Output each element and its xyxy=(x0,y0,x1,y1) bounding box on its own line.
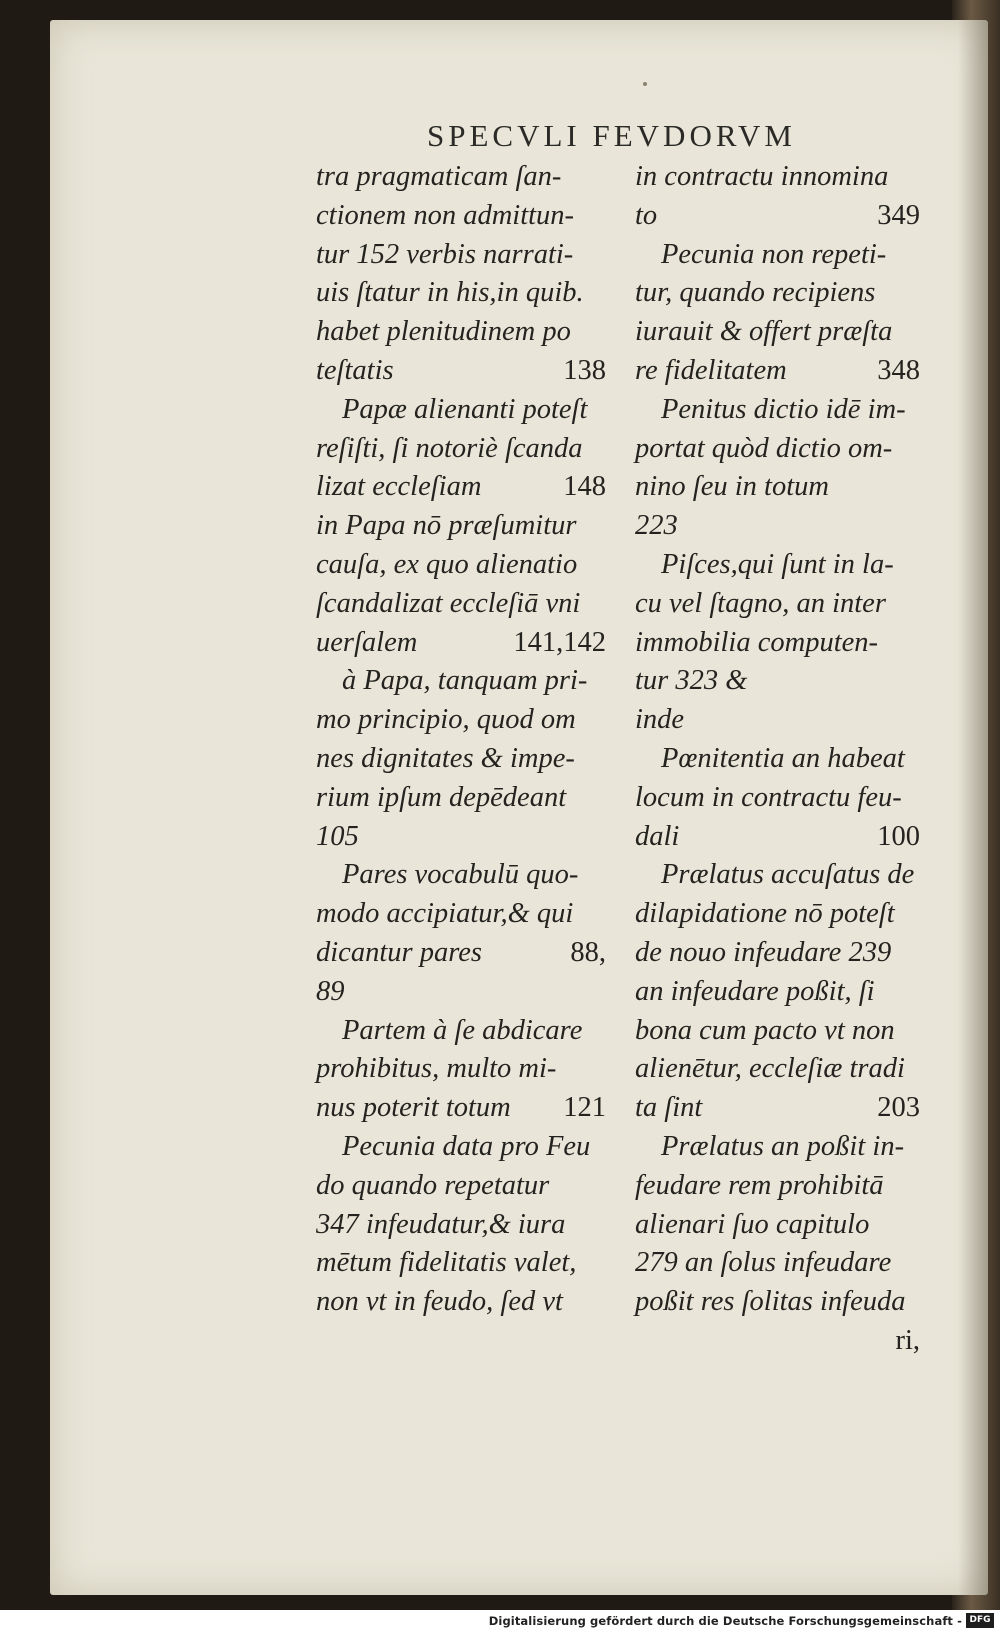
entry-text: tur, quando recipiens xyxy=(635,277,876,309)
page-reference: 203 xyxy=(877,1092,920,1124)
index-entry-line xyxy=(316,1012,606,1051)
entry-text: mētum fidelitatis valet, xyxy=(316,1247,577,1279)
index-entry-line xyxy=(635,740,920,779)
index-entry-line xyxy=(635,1206,920,1245)
entry-text: Papæ alienanti poteſt xyxy=(342,393,588,425)
entry-text: dali xyxy=(635,820,680,852)
entry-text: Pecunia data pro Feu xyxy=(342,1130,591,1162)
index-entry-line xyxy=(635,624,920,663)
entry-text: ta ſint xyxy=(635,1092,703,1124)
index-entry-line xyxy=(635,1244,920,1283)
entry-text: rium ipſum depēdeant xyxy=(316,781,567,813)
entry-text: 89 xyxy=(316,975,345,1007)
entry-text: Piſces,qui ſunt in la- xyxy=(661,548,894,580)
page-reference: ri, xyxy=(895,1324,920,1356)
entry-text: lizat eccleſiam xyxy=(316,471,482,503)
index-entry-line xyxy=(635,468,920,507)
index-entry-line xyxy=(635,1012,920,1051)
entry-text: in contractu innomina xyxy=(635,161,889,192)
entry-text: Pares vocabulū quo- xyxy=(342,859,579,891)
entry-text: Prælatus accuſatus de xyxy=(661,859,915,891)
entry-text: Partem à ſe abdicare xyxy=(342,1014,583,1046)
entry-text: Penitus dictio idē im- xyxy=(661,393,906,425)
entry-text: tur 152 verbis narrati- xyxy=(316,238,574,270)
entry-text: re fidelitatem xyxy=(635,354,787,386)
entry-text: nino ſeu in totum xyxy=(635,471,829,503)
page-reference: 141,142 xyxy=(513,626,606,658)
index-entry-line xyxy=(635,1089,920,1128)
entry-text: immobilia computen- xyxy=(635,626,879,658)
entry-text: alienari ſuo capitulo xyxy=(635,1208,870,1240)
index-entry-line xyxy=(316,158,606,197)
index-entry-line xyxy=(316,1128,606,1167)
index-entry-line xyxy=(316,352,606,391)
index-entry-line xyxy=(316,507,606,546)
entry-text: dilapidatione nō poteſt xyxy=(635,898,895,930)
index-entry-line xyxy=(635,158,920,197)
page-reference: 121 xyxy=(563,1092,606,1124)
index-entry-line xyxy=(316,701,606,740)
index-entry-line xyxy=(635,895,920,934)
entry-text: 223 xyxy=(635,510,678,542)
page-reference: 349 xyxy=(877,199,920,231)
index-entry-line xyxy=(316,740,606,779)
entry-text: nes dignitates & impe- xyxy=(316,742,575,774)
entry-text: teſtatis xyxy=(316,354,394,386)
index-entry-line xyxy=(316,662,606,701)
running-title: SPECVLI FEVDORVM xyxy=(427,118,796,153)
entry-text: bona cum pacto vt non xyxy=(635,1014,895,1046)
index-entry-line xyxy=(635,507,920,546)
entry-text: ſcandalizat eccleſiā vni xyxy=(316,587,581,619)
index-entry-line xyxy=(635,856,920,895)
index-entry-line xyxy=(635,934,920,973)
index-entry-line xyxy=(316,1206,606,1245)
index-entry-line xyxy=(316,236,606,275)
entry-text: tur 323 & xyxy=(635,665,748,697)
index-entry-line xyxy=(635,352,920,391)
index-entry-line xyxy=(635,701,920,740)
entry-text: alienētur, eccleſiæ tradi xyxy=(635,1053,905,1085)
index-entry-line xyxy=(316,274,606,313)
index-entry-line xyxy=(635,313,920,352)
index-entry-line xyxy=(635,391,920,430)
entry-text: Pœnitentia an habeat xyxy=(661,742,905,774)
index-column-right xyxy=(635,158,920,1361)
index-entry-line xyxy=(316,468,606,507)
entry-text: portat quòd dictio om- xyxy=(635,432,893,464)
entry-text: habet plenitudinem po xyxy=(316,316,571,348)
entry-text: nus poterit totum xyxy=(316,1092,511,1124)
entry-text: prohibitus, multo mi- xyxy=(316,1053,557,1085)
entry-text: à Papa, tanquam pri- xyxy=(342,665,588,697)
index-entry-line xyxy=(635,662,920,701)
entry-text: dicantur pares xyxy=(316,936,482,968)
index-column-left xyxy=(316,158,606,1322)
entry-text: cu vel ſtagno, an inter xyxy=(635,587,886,619)
footer-credit: Digitalisierung gefördert durch die Deutsche Forschungsgemeinschaft - xyxy=(488,1614,962,1628)
entry-text: modo accipiatur,& qui xyxy=(316,898,574,930)
index-entry-line xyxy=(316,585,606,624)
entry-text: inde xyxy=(635,704,685,736)
index-entry-line xyxy=(635,1167,920,1206)
index-entry-line xyxy=(316,197,606,236)
entry-text: in Papa nō præſumitur xyxy=(316,510,577,542)
index-entry-line xyxy=(316,973,606,1012)
entry-text: Pecunia non repeti- xyxy=(661,238,887,270)
page-speck xyxy=(643,82,647,86)
digitization-footer xyxy=(0,1610,1000,1634)
entry-text: 347 infeudatur,& iura xyxy=(316,1208,566,1240)
index-entry-line xyxy=(635,973,920,1012)
entry-text: 105 xyxy=(316,820,359,852)
entry-text: poßit res ſolitas infeuda xyxy=(635,1286,906,1318)
index-entry-line xyxy=(316,1167,606,1206)
index-entry-line xyxy=(316,1283,606,1322)
index-entry-line xyxy=(316,934,606,973)
entry-text: non vt in feudo, ſed vt xyxy=(316,1286,563,1318)
entry-text: reſiſti, ſi notoriè ſcanda xyxy=(316,432,583,464)
index-entry-line xyxy=(635,430,920,469)
index-entry-line xyxy=(316,430,606,469)
entry-text: cauſa, ex quo alienatio xyxy=(316,548,578,580)
entry-text: iurauit & offert præſta xyxy=(635,316,893,348)
index-entry-line xyxy=(635,585,920,624)
index-entry-line xyxy=(316,1050,606,1089)
index-entry-line xyxy=(316,779,606,818)
index-entry-line xyxy=(316,624,606,663)
page-reference: 88, xyxy=(570,936,606,968)
index-entry-line xyxy=(635,236,920,275)
page-reference: 100 xyxy=(877,820,920,852)
entry-text: an infeudare poßit, ſi xyxy=(635,975,875,1007)
entry-text: uis ſtatur in his,in quib. xyxy=(316,277,584,309)
entry-text: de nouo infeudare 239 xyxy=(635,936,892,968)
index-entry-line xyxy=(635,197,920,236)
index-entry-line xyxy=(635,779,920,818)
entry-text: Prælatus an poßit in- xyxy=(661,1130,905,1162)
entry-text: ctionem non admittun- xyxy=(316,199,575,231)
page-reference: 348 xyxy=(877,354,920,386)
index-entry-line xyxy=(316,856,606,895)
page-reference: 138 xyxy=(563,354,606,386)
index-entry-line xyxy=(635,1128,920,1167)
index-entry-line xyxy=(316,391,606,430)
index-entry-line xyxy=(316,1244,606,1283)
index-entry-line xyxy=(635,274,920,313)
index-entry-line xyxy=(316,546,606,585)
index-entry-line xyxy=(316,1089,606,1128)
entry-text: locum in contractu feu- xyxy=(635,781,902,813)
page-reference: 148 xyxy=(563,471,606,503)
index-entry-line xyxy=(635,1283,920,1322)
entry-text: 279 an ſolus infeudare xyxy=(635,1247,892,1279)
entry-text: to xyxy=(635,199,658,231)
index-entry-line xyxy=(635,1050,920,1089)
index-entry-line xyxy=(316,313,606,352)
dfg-logo: DFG xyxy=(966,1613,994,1628)
index-entry-line xyxy=(316,818,606,857)
entry-text: tra pragmaticam ſan- xyxy=(316,161,562,192)
index-entry-line xyxy=(316,895,606,934)
entry-text: do quando repetatur xyxy=(316,1169,550,1201)
entry-text: mo principio, quod om xyxy=(316,704,576,736)
entry-text: feudare rem prohibitā xyxy=(635,1169,884,1201)
entry-text: uerſalem xyxy=(316,626,418,658)
index-entry-line xyxy=(635,818,920,857)
index-entry-line xyxy=(635,546,920,585)
index-entry-line xyxy=(635,1322,920,1361)
